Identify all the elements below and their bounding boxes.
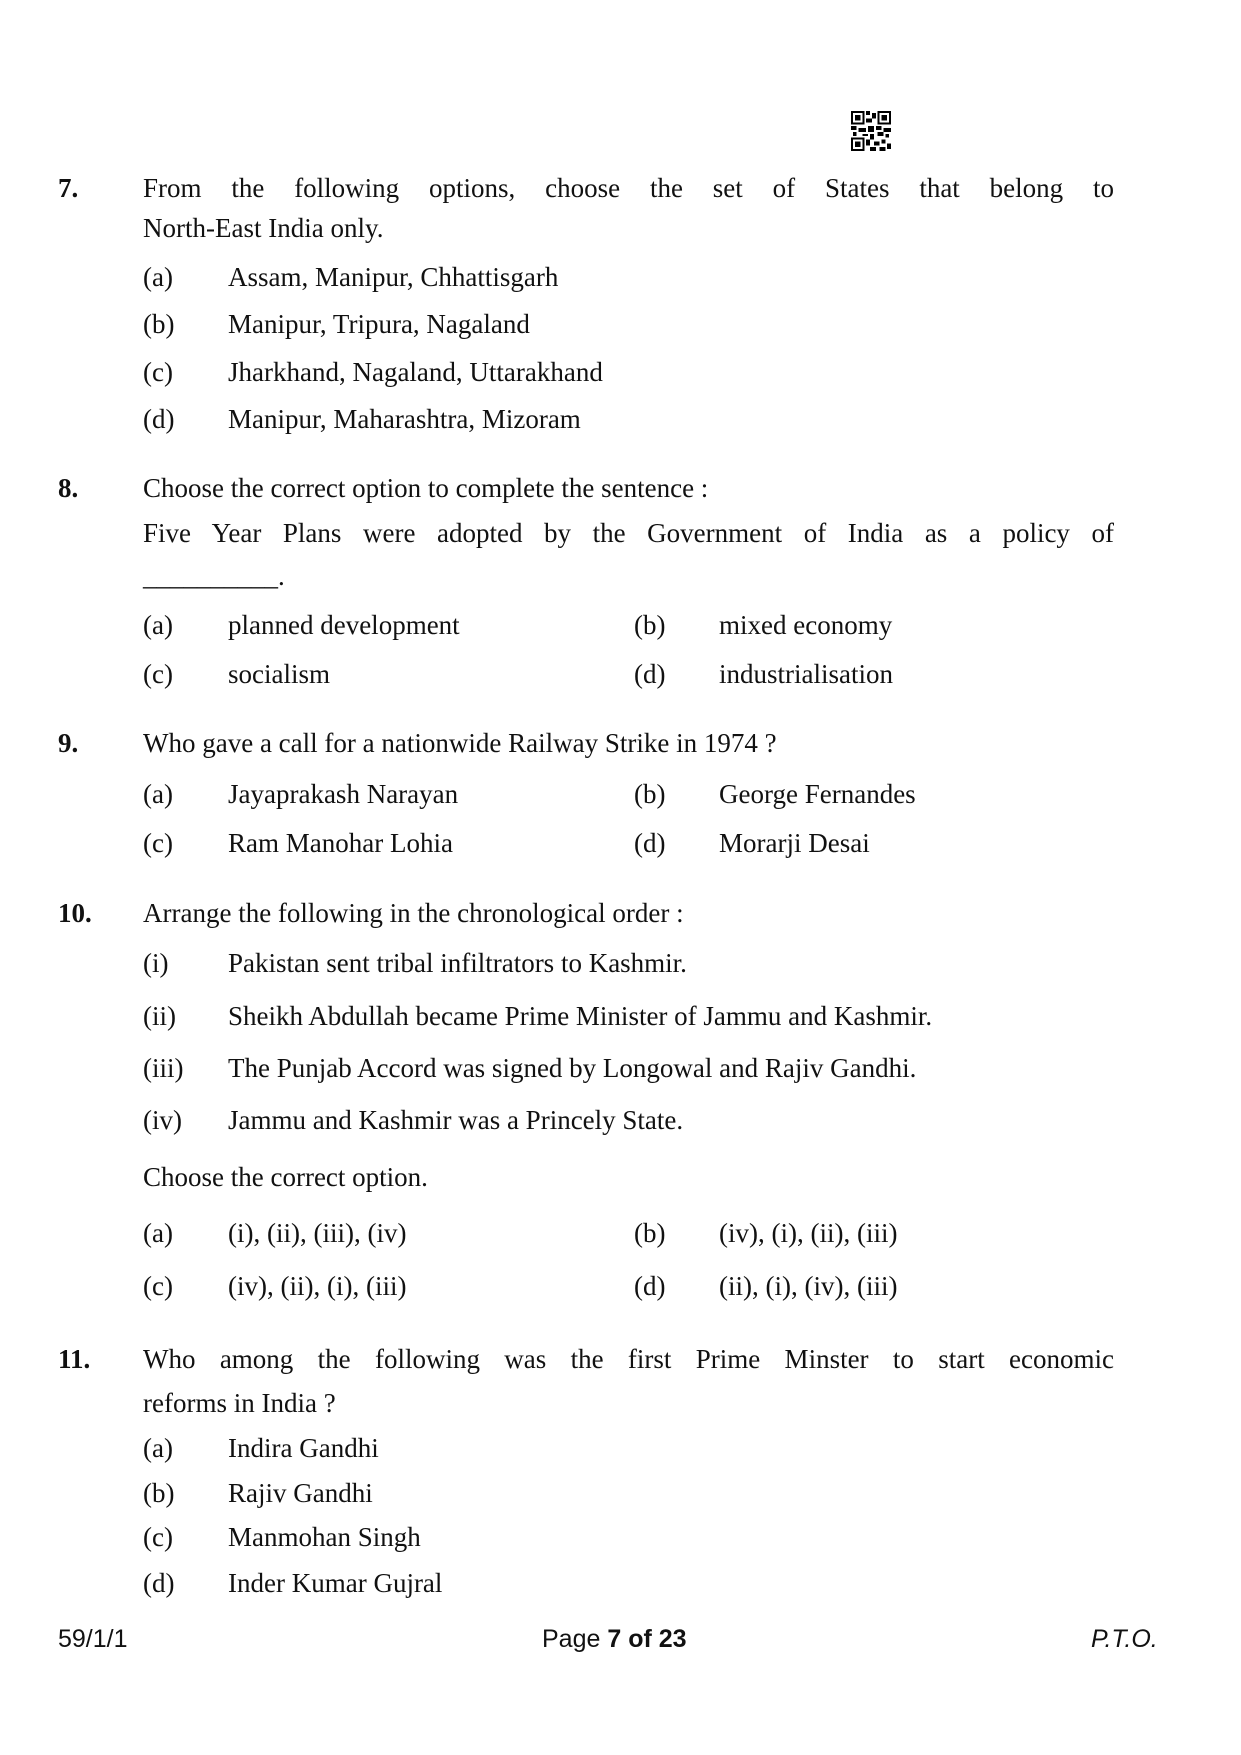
option-text: Jayaprakash Narayan	[228, 779, 459, 809]
option-label: (a)	[143, 1433, 173, 1463]
option-label: (d)	[143, 404, 175, 434]
page-total: 23	[658, 1625, 687, 1653]
option-text: Rajiv Gandhi	[228, 1478, 373, 1508]
option-text: Manipur, Maharashtra, Mizoram	[228, 404, 581, 434]
answer-blank: __________.	[143, 561, 285, 591]
option-label: (b)	[634, 610, 666, 640]
qr-code-icon	[851, 110, 891, 152]
question-text: Who among the following was the first Prime Minster to start economic	[143, 1344, 1114, 1374]
option-label: (c)	[143, 1271, 173, 1301]
page-current: 7	[607, 1625, 622, 1653]
option-label: (a)	[143, 610, 173, 640]
option-text: Manmohan Singh	[228, 1522, 421, 1552]
page-number	[542, 1624, 687, 1654]
statement-text: Pakistan sent tribal infiltrators to Kashmir.	[228, 948, 687, 978]
page-of: of	[621, 1625, 659, 1653]
statement-label: (ii)	[143, 1001, 176, 1031]
option-text: (i), (ii), (iii), (iv)	[228, 1218, 407, 1248]
statement-text: Sheikh Abdullah became Prime Minister of Jammu and Kashmir.	[228, 1001, 933, 1031]
option-label: (c)	[143, 828, 173, 858]
question-text: North-East India only.	[143, 213, 384, 243]
option-label: (a)	[143, 1218, 173, 1248]
option-label: (d)	[143, 1568, 175, 1598]
question-text: From the following options, choose the set of States that belong to	[143, 173, 1114, 203]
option-text: Indira Gandhi	[228, 1433, 379, 1463]
option-text: Morarji Desai	[719, 828, 870, 858]
option-label: (d)	[634, 828, 666, 858]
option-label: (d)	[634, 659, 666, 689]
paper-code: 59/1/1	[58, 1625, 128, 1653]
option-text: (iv), (ii), (i), (iii)	[228, 1271, 407, 1301]
statement-label: (i)	[143, 948, 169, 978]
statement-text: Jammu and Kashmir was a Princely State.	[228, 1105, 684, 1135]
option-text: Inder Kumar Gujral	[228, 1568, 443, 1598]
option-text: socialism	[228, 659, 330, 689]
option-text: Assam, Manipur, Chhattisgarh	[228, 262, 559, 292]
question-prompt: Choose the correct option.	[143, 1162, 428, 1192]
option-text: (iv), (i), (ii), (iii)	[719, 1218, 898, 1248]
option-label: (a)	[143, 779, 173, 809]
option-text: Jharkhand, Nagaland, Uttarakhand	[228, 357, 603, 387]
option-label: (d)	[634, 1271, 666, 1301]
statement-label: (iii)	[143, 1053, 184, 1083]
question-number: 11.	[58, 1344, 91, 1374]
option-label: (c)	[143, 357, 173, 387]
question-text: reforms in India ?	[143, 1388, 336, 1418]
statement-label: (iv)	[143, 1105, 182, 1135]
option-text: Ram Manohar Lohia	[228, 828, 453, 858]
question-number: 9.	[58, 728, 79, 758]
option-label: (c)	[143, 659, 173, 689]
option-text: (ii), (i), (iv), (iii)	[719, 1271, 898, 1301]
option-text: Manipur, Tripura, Nagaland	[228, 309, 530, 339]
option-label: (c)	[143, 1522, 173, 1552]
pto-label: P.T.O.	[1091, 1625, 1158, 1653]
option-label: (b)	[634, 1218, 666, 1248]
question-number: 10.	[58, 898, 92, 928]
question-number: 8.	[58, 473, 79, 503]
option-text: mixed economy	[719, 610, 893, 640]
option-label: (b)	[143, 309, 175, 339]
option-label: (b)	[634, 779, 666, 809]
question-number: 7.	[58, 173, 79, 203]
option-label: (b)	[143, 1478, 175, 1508]
statement-text: The Punjab Accord was signed by Longowal and Rajiv Gandhi.	[228, 1053, 917, 1083]
question-text: Arrange the following in the chronological order :	[143, 898, 684, 928]
question-text: Five Year Plans were adopted by the Government of India as a policy of	[143, 518, 1114, 548]
page-prefix: Page	[542, 1625, 608, 1653]
option-label: (a)	[143, 262, 173, 292]
question-text: Who gave a call for a nationwide Railway Strike in 1974 ?	[143, 728, 777, 758]
option-text: George Fernandes	[719, 779, 916, 809]
option-text: industrialisation	[719, 659, 893, 689]
question-text: Choose the correct option to complete the sentence :	[143, 473, 709, 503]
option-text: planned development	[228, 610, 460, 640]
